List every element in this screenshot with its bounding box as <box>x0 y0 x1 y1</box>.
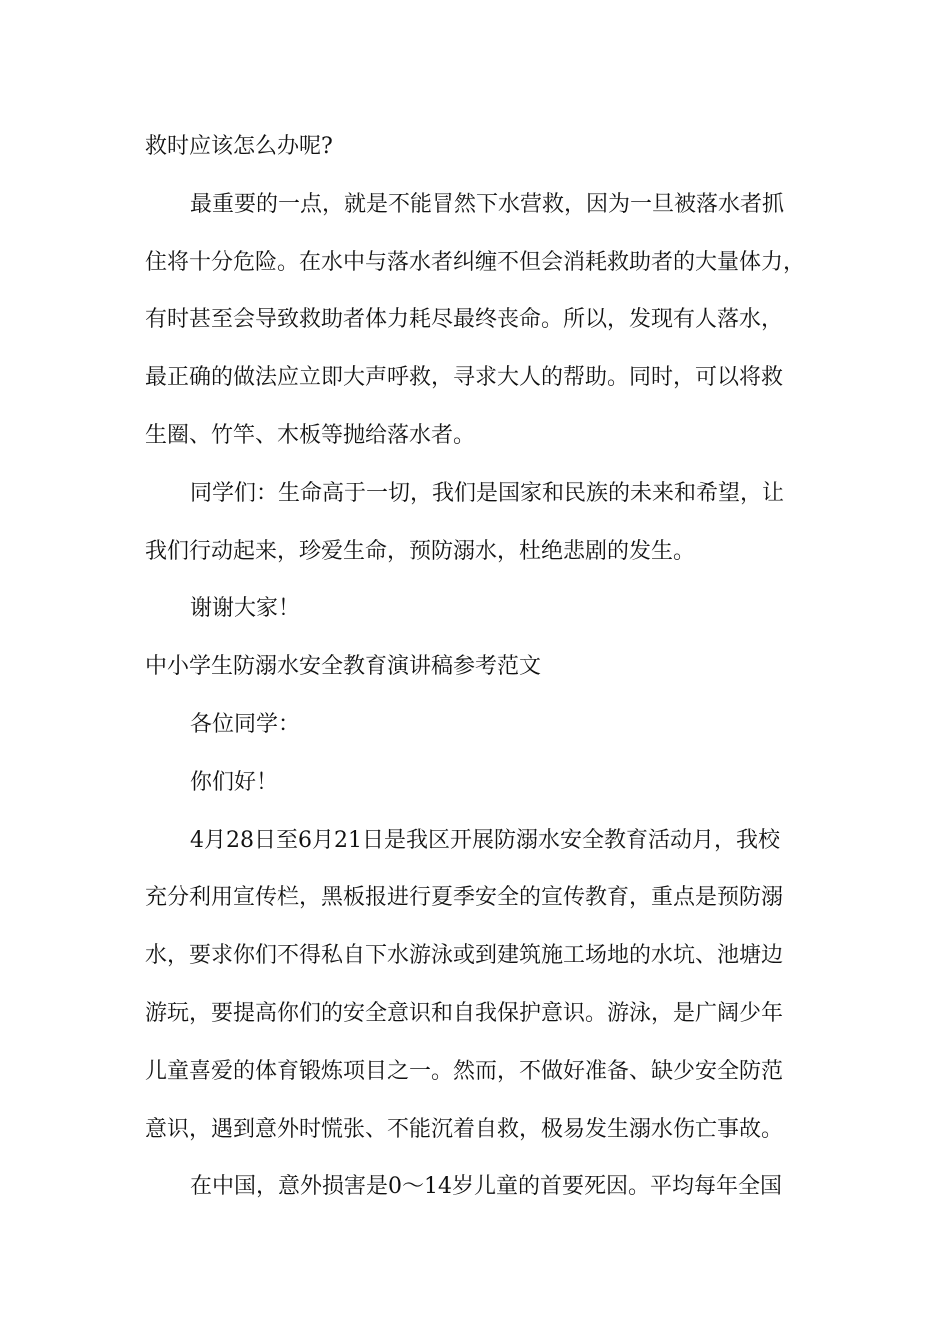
text-line: 水，要求你们不得私自下水游泳或到建筑施工场地的水坑、池塘边 <box>145 943 784 969</box>
salutation-line: 各位同学： <box>190 711 301 737</box>
paragraph-start-line: 同学们：生命高于一切，我们是国家和民族的未来和希望，让 <box>190 480 785 506</box>
text-line: 我们行动起来，珍爱生命，预防溺水，杜绝悲剧的发生。 <box>145 538 696 564</box>
paragraph-start-line: 最重要的一点，就是不能冒然下水营救，因为一旦被落水者抓 <box>190 191 785 217</box>
text-line: 意识，遇到意外时慌张、不能沉着自救，极易发生溺水伤亡事故。 <box>145 1116 784 1142</box>
section-title: 中小学生防溺水安全教育演讲稿参考范文 <box>145 654 542 680</box>
paragraph-start-line: 4月28日至6月21日是我区开展防溺水安全教育活动月，我校 <box>190 827 780 853</box>
document-body <box>145 118 825 1216</box>
text-line: 儿童喜爱的体育锻炼项目之一。然而，不做好准备、缺少安全防范 <box>145 1058 784 1084</box>
text-line: 生圈、竹竿、木板等抛给落水者。 <box>145 422 476 448</box>
greeting-line: 你们好！ <box>190 769 279 795</box>
text-line: 住将十分危险。在水中与落水者纠缠不但会消耗救助者的大量体力， <box>145 249 806 275</box>
text-line: 充分利用宣传栏，黑板报进行夏季安全的宣传教育，重点是预防溺 <box>145 885 784 911</box>
closing-line: 谢谢大家！ <box>190 596 301 622</box>
text-line: 游玩，要提高你们的安全意识和自我保护意识。游泳，是广阔少年 <box>145 1000 784 1026</box>
text-line: 救时应该怎么办呢? <box>145 134 333 159</box>
paragraph-start-line: 在中国，意外损害是0～14岁儿童的首要死因。平均每年全国 <box>190 1174 782 1200</box>
text-line: 有时甚至会导致救助者体力耗尽最终丧命。所以，发现有人落水， <box>145 307 784 333</box>
text-line: 最正确的做法应立即大声呼救，寻求大人的帮助。同时，可以将救 <box>145 365 784 391</box>
